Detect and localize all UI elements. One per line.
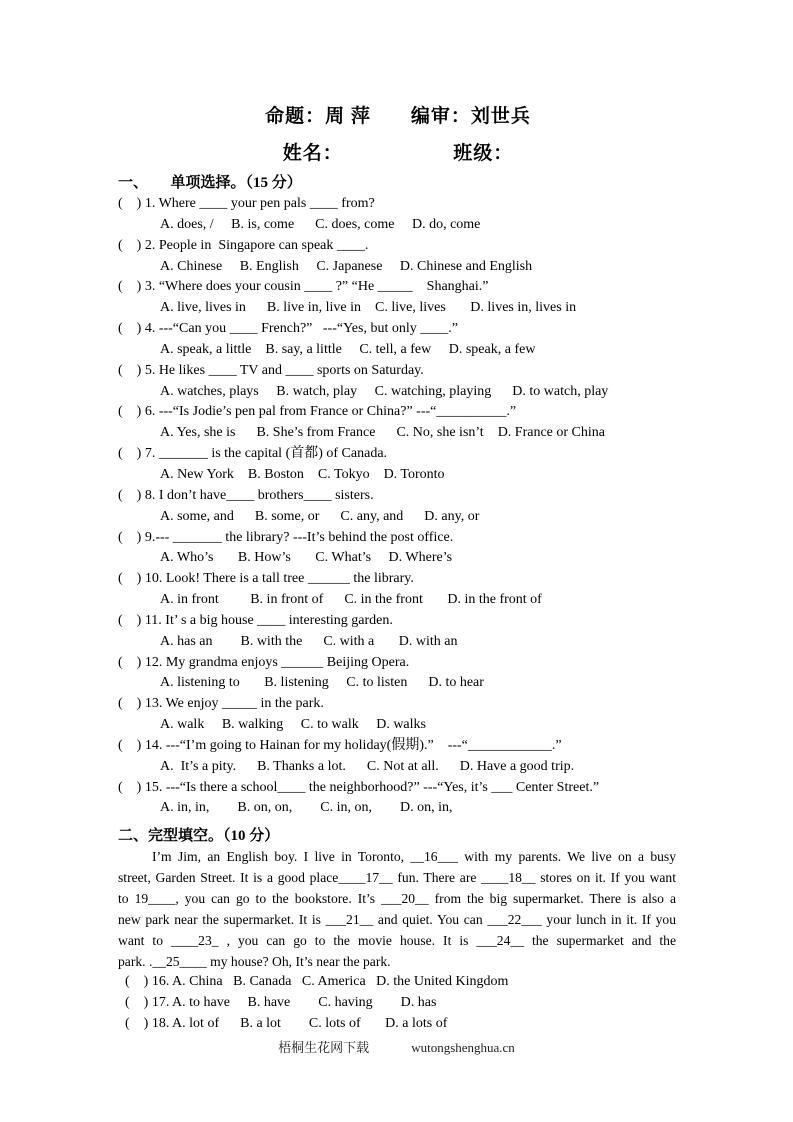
section1-title: 一、 单项选择。（15 分） [118, 175, 302, 191]
question-stem-3: ( ) 3. “Where does your cousin ____ ?” “He _____ Shanghai.” [118, 279, 489, 295]
question-options-3: A. live, lives in B. live in, live in C. live, lives D. lives in, lives in [160, 300, 577, 316]
page-footer [0, 1039, 793, 1057]
cloze-passage [118, 847, 676, 972]
question-options-2: A. Chinese B. English C. Japanese D. Chinese and English [160, 258, 533, 274]
cloze-line-1: I’m Jim, an English boy. I live in Toronto, __16___ with my parents. We live on a busy [152, 849, 676, 865]
cloze-line-3: to 19____, you can go to the bookstore. It’s ___20__ from the big supermarket. There is also a [118, 891, 676, 906]
question-options-8: A. some, and B. some, or C. any, and D. any, or [160, 508, 480, 524]
question-stem-14: ( ) 14. ---“I’m going to Hainan for my holiday(假期).” ---“____________.” [118, 737, 562, 753]
question-stem-18: ( ) 18. A. lot of B. a lot C. lots of D. a lots of [125, 1016, 448, 1032]
question-stem-10: ( ) 10. Look! There is a tall tree ______ the library. [118, 571, 414, 587]
question-stem-17: ( ) 17. A. to have B. have C. having D. has [125, 995, 437, 1011]
question-options-15: A. in, in, B. on, on, C. in, on, D. on, in, [160, 800, 453, 816]
question-stem-6: ( ) 6. ---“Is Jodie’s pen pal from France or China?” ---“__________.” [118, 404, 517, 420]
question-options-6: A. Yes, she is B. She’s from France C. No, she isn’t D. France or China [160, 425, 605, 441]
question-options-14: A. It’s a pity. B. Thanks a lot. C. Not at all. D. Have a good trip. [160, 758, 575, 774]
question-stem-1: ( ) 1. Where ____ your pen pals ____ from? [118, 196, 375, 211]
footer-site-url: wutongshenghua.cn [411, 1040, 515, 1055]
question-options-9: A. Who’s B. How’s C. What’s D. Where’s [160, 550, 453, 566]
question-stem-15: ( ) 15. ---“Is there a school____ the neighborhood?” ---“Yes, it’s ___ Center Street.” [118, 779, 600, 795]
question-stem-12: ( ) 12. My grandma enjoys ______ Beijing Opera. [118, 654, 410, 670]
question-stem-8: ( ) 8. I don’t have____ brothers____ sisters. [118, 487, 374, 503]
question-stem-11: ( ) 11. It’ s a big house ____ interesting garden. [118, 612, 393, 628]
question-stem-13: ( ) 13. We enjoy _____ in the park. [118, 696, 324, 712]
cloze-line-4: new park near the supermarket. It is ___21__ and quiet. You can ___22___ your lunch in it. If you [118, 911, 676, 927]
cloze-line-2: street, Garden Street. It is a good place____17__ fun. There are ____18__ stores on it. If you want [118, 870, 676, 886]
question-options-11: A. has an B. with the C. with a D. with an [160, 633, 458, 649]
question-stem-9: ( ) 9.--- _______ the library? ---It’s behind the post office. [118, 529, 454, 545]
question-options-5: A. watches, plays B. watch, play C. watching, playing D. to watch, play [160, 383, 609, 399]
cloze-line-6: park. .__25____ my house? Oh, It’s near the park. [118, 953, 391, 969]
question-stem-2: ( ) 2. People in Singapore can speak ____. [118, 237, 369, 253]
question-stem-16: ( ) 16. A. China B. Canada C. America D. the United Kingdom [125, 974, 509, 990]
question-options-1: A. does, / B. is, come C. does, come D. do, come [160, 216, 481, 232]
name-class-line: 姓名： 班级： [282, 143, 514, 164]
section2-title: 二、完型填空。（10 分） [118, 828, 280, 845]
cloze-line-5: want to ____23_ , you can go to the movie house. It is ___24__ the supermarket and the [118, 932, 676, 948]
section2-questions [118, 972, 678, 1035]
question-options-4: A. speak, a little B. say, a little C. tell, a few D. speak, a few [160, 341, 536, 357]
section1-questions [118, 194, 678, 819]
question-options-12: A. listening to B. listening C. to listen D. to hear [160, 675, 484, 691]
question-stem-5: ( ) 5. He likes ____ TV and ____ sports on Saturday. [118, 362, 424, 378]
question-stem-4: ( ) 4. ---“Can you ____ French?” ---“Yes, but only ____.” [118, 321, 458, 337]
question-stem-7: ( ) 7. _______ is the capital (首都) of Canada. [118, 446, 388, 462]
question-options-13: A. walk B. walking C. to walk D. walks [160, 717, 426, 733]
paper-content [118, 104, 678, 1035]
footer-site-name: 梧桐生花网下载 [278, 1040, 370, 1055]
question-options-10: A. in front B. in front of C. in the front D. in the front of [160, 592, 542, 608]
question-options-7: A. New York B. Boston C. Tokyo D. Toronto [160, 466, 445, 482]
paper-title: 命题：周 萍 编审：刘世兵 [265, 106, 531, 127]
